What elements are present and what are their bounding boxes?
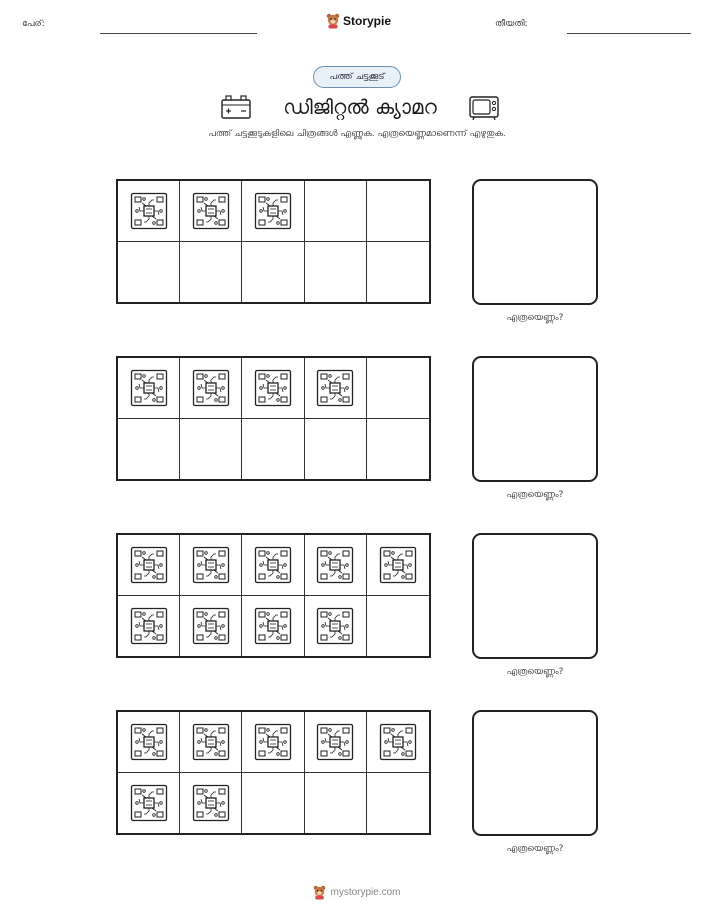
frame-cell [180, 596, 242, 657]
microchip-icon [192, 784, 230, 822]
microchip-icon [130, 784, 168, 822]
frame-cell [367, 773, 429, 834]
frame-cell [180, 773, 242, 834]
microchip-icon [192, 723, 230, 761]
name-label: പേര്: [22, 19, 45, 29]
footer-url: mystorypie.com [330, 887, 401, 898]
microchip-icon [192, 607, 230, 645]
frame-cell [305, 181, 367, 242]
microchip-icon [192, 546, 230, 584]
frame-cell [118, 358, 180, 419]
frame-cell [305, 419, 367, 480]
ten-frame-4 [116, 710, 431, 835]
frame-cell [180, 712, 242, 773]
bear-mascot-icon [326, 13, 340, 29]
frame-cell [367, 419, 429, 480]
microchip-icon [130, 369, 168, 407]
date-line[interactable] [567, 33, 691, 34]
footer [0, 885, 714, 900]
microchip-icon [254, 607, 292, 645]
microchip-icon [254, 723, 292, 761]
answer-label-1: എത്രയെണ്ണം? [506, 313, 564, 323]
answer-box-4[interactable] [472, 710, 598, 836]
instructions: പത്ത് ചട്ടക്കൂടുകളിലെ ചിത്രങ്ങൾ എണ്ണുക. എത്രയെണ്ണമാണെന്ന് എഴുതുക. [208, 129, 506, 139]
frame-cell [118, 181, 180, 242]
microchip-icon [254, 546, 292, 584]
ten-frame-2 [116, 356, 431, 481]
name-line[interactable] [100, 33, 257, 34]
frame-cell [180, 419, 242, 480]
television-icon [468, 93, 500, 121]
frame-cell [118, 419, 180, 480]
frame-cell [180, 535, 242, 596]
ten-frame-3 [116, 533, 431, 658]
microchip-icon [316, 546, 354, 584]
frame-cell [118, 596, 180, 657]
answer-label-3: എത്രയെണ്ണം? [506, 667, 564, 677]
frame-cell [367, 535, 429, 596]
answer-box-2[interactable] [472, 356, 598, 482]
frame-cell [180, 181, 242, 242]
frame-cell [367, 712, 429, 773]
frame-cell [118, 773, 180, 834]
frame-cell [242, 181, 304, 242]
microchip-icon [130, 192, 168, 230]
answer-label-4: എത്രയെണ്ണം? [506, 844, 564, 854]
frame-cell [367, 181, 429, 242]
frame-cell [242, 535, 304, 596]
microchip-icon [130, 607, 168, 645]
bear-mascot-icon [313, 885, 326, 900]
frame-cell [242, 242, 304, 303]
frame-cell [305, 773, 367, 834]
frame-cell [305, 358, 367, 419]
title-row [220, 92, 500, 122]
frame-cell [367, 358, 429, 419]
microchip-icon [130, 546, 168, 584]
frame-cell [118, 242, 180, 303]
worksheet-type-pill: പത്ത് ചട്ടക്കൂട് [313, 66, 401, 88]
frame-cell [367, 242, 429, 303]
frame-cell [118, 712, 180, 773]
microchip-icon [316, 723, 354, 761]
ten-frame-1 [116, 179, 431, 304]
frame-cell [242, 419, 304, 480]
answer-box-1[interactable] [472, 179, 598, 305]
microchip-icon [192, 192, 230, 230]
microchip-icon [316, 369, 354, 407]
frame-cell [242, 712, 304, 773]
answer-box-3[interactable] [472, 533, 598, 659]
microchip-icon [254, 192, 292, 230]
microchip-icon [254, 369, 292, 407]
microchip-icon [192, 369, 230, 407]
answer-label-2: എത്രയെണ്ണം? [506, 490, 564, 500]
battery-icon [220, 94, 252, 120]
brand-logo [326, 13, 391, 29]
worksheet-title: ഡിജിറ്റൽ ക്യാമറ [283, 95, 437, 119]
microchip-icon [379, 723, 417, 761]
microchip-icon [316, 607, 354, 645]
frame-cell [180, 358, 242, 419]
frame-cell [367, 596, 429, 657]
frame-cell [305, 535, 367, 596]
date-label: തീയതി: [495, 19, 528, 29]
microchip-icon [130, 723, 168, 761]
frame-cell [118, 535, 180, 596]
frame-cell [242, 596, 304, 657]
brand-name: Storypie [343, 14, 392, 28]
microchip-icon [379, 546, 417, 584]
frame-cell [180, 242, 242, 303]
frame-cell [242, 358, 304, 419]
frame-cell [242, 773, 304, 834]
frame-cell [305, 712, 367, 773]
frame-cell [305, 242, 367, 303]
frame-cell [305, 596, 367, 657]
